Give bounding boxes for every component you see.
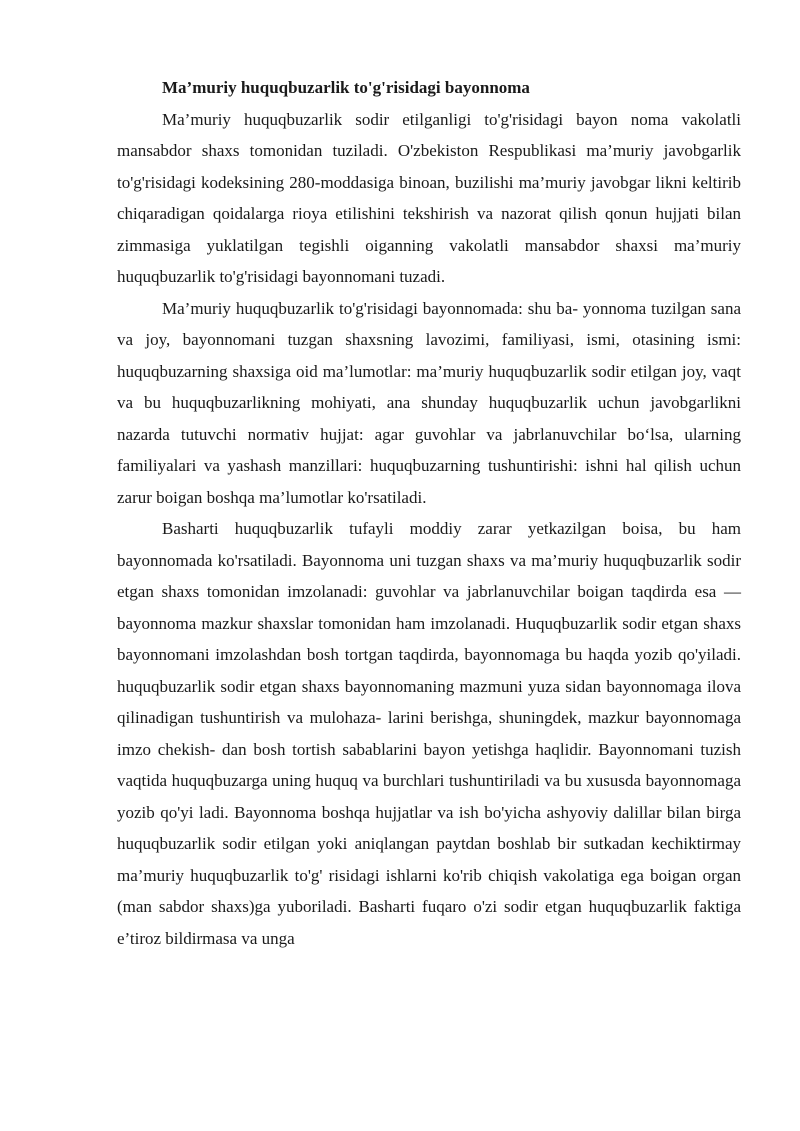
paragraph-1: Ma’muriy huquqbuzarlik sodir etilganligi to'g'risidagi bayon noma vakolatli mansabdor shaxs tomonidan tuziladi. O'zbekiston Respublikasi ma’muriy javobgarlik to'g'risidagi kodeksining 280-moddasiga binoan, buzilishi ma’muriy javobgar likni keltirib chiqaradigan qoidalarga rioya etilishini tekshirish va nazorat qilish qonun hujjati bilan zimmasiga yuklatilgan tegishli oiganning vakolatli mansabdor shaxsi ma’muriy huquqbuzarlik to'g'risidagi bayonnomani tuzadi.: [117, 109, 741, 286]
document-page: [117, 72, 741, 954]
paragraph-2: Ma’muriy huquqbuzarlik to'g'risidagi bayonnomada: shu ba- yonnoma tuzilgan sana va joy, bayonnomani tuzgan shaxsning lavozimi, familiyasi, ismi, otasining ismi: huquqbuzarning shaxsiga oid ma’lumotlar: ma’muriy huquqbuzarlik sodir etilgan joy, vaqt va bu huquqbuzarlikning mohiyati, ana shunday huquqbuzarlik uchun javobgarlikni nazarda tutuvchi normativ hujjat: agar guvohlar va jabrlanuvchilar bo‘lsa, ularning familiyalari va yashash manzillari: huquqbuzarning tushuntirishi: ishni hal qilish uchun zarur boigan boshqa ma’lumotlar ko'rsatiladi.: [117, 298, 741, 507]
document-title: Ma’muriy huquqbuzarlik to'g'risidagi bayonnoma: [162, 78, 530, 97]
paragraph-3: Basharti huquqbuzarlik tufayli moddiy zarar yetkazilgan boisa, bu ham bayonnomada ko'rsatiladi. Bayonnoma uni tuzgan shaxs va ma’muriy huquqbuzarlik sodir etgan shaxs tomonidan imzolanadi: guvohlar va jabrlanuvchilar boigan taqdirda esa — bayonnoma mazkur shaxslar tomonidan ham imzolanadi. Huquqbuzarlik sodir etgan shaxs bayonnomani imzolashdan bosh tortgan taqdirda, bayonnomaga bu haqda yozib qo'yiladi. huquqbuzarlik sodir etgan shaxs bayonnomaning mazmuni yuza sidan bayonnomaga ilova qilinadigan tushuntirish va mulohaza- larini berishga, shuningdek, mazkur bayonnomaga imzo chekish- dan bosh tortish sabablarini bayon yetishga haqlidir. Bayonnomani tuzish vaqtida huquqbuzarga uning huquq va burchlari tushuntiriladi va bu xususda bayonnomaga yozib qo'yi ladi. Bayonnoma boshqa hujjatlar va ish bo'yicha ashyoviy dalillar bilan birga huquqbuzarlik sodir etilgan yoki aniqlangan paytdan boshlab bir sutkadan kechiktirmay ma’muriy huquqbuzarlik to'g' risidagi ishlarni ko'rib chiqish vakolatiga ega boigan organ (man sabdor shaxs)ga yuboriladi. Basharti fuqaro o'zi sodir etgan huquqbuzarlik faktiga e’tiroz bildirmasa va unga: [117, 519, 741, 948]
